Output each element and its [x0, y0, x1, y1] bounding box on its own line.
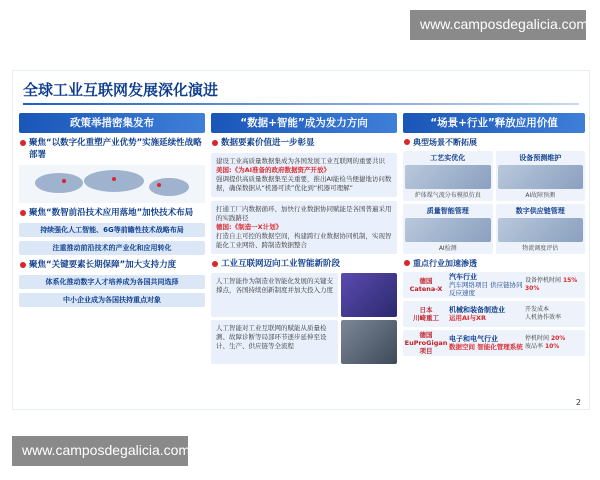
- tile-title: 设备预测维护: [519, 154, 562, 162]
- info-box: 人工智能对工业互联网的赋能从质量检测、故障诊断等局部环节逐步延伸至设计、生产、供应链等全流程: [211, 320, 338, 364]
- scenario-tile: [496, 204, 586, 254]
- info-box: [211, 201, 397, 254]
- bullet-title: 数据要素价值进一步彰显: [211, 137, 397, 149]
- highlight-bar: 体系化推动数字人才培养成为各国共同选择: [19, 275, 205, 289]
- tile-caption: 炉体煤气流分布模拟仿真: [414, 192, 481, 199]
- industry-case: [403, 330, 585, 356]
- watermark-bottom: www.camposdegalicia.com: [12, 436, 188, 466]
- tile-image: [405, 165, 491, 189]
- highlight-bar: 中小企业成为各国扶持重点对象: [19, 293, 205, 307]
- case-body: 电子和电气行业 数据空间 智能化管理系统: [449, 335, 523, 351]
- column-scenario-industry: [403, 113, 585, 397]
- tile-caption: AI检测: [438, 245, 457, 252]
- slide: [12, 70, 590, 410]
- box-text: 建设工业高质量数据集成为各国发展工业互联网的重要共识: [216, 157, 385, 165]
- world-map-image: [19, 165, 205, 203]
- robot-image: [341, 273, 397, 317]
- watermark-top: www.camposdegalicia.com: [410, 10, 586, 40]
- bullet-title: 聚焦“关键要素长期保障”加大支持力度: [19, 259, 205, 271]
- column-header: 政策举措密集发布: [19, 113, 205, 133]
- tile-image: [498, 165, 584, 189]
- industry-case: [403, 301, 585, 327]
- case-body: 汽车行业 汽车网络项目 供应链协同反应速度: [449, 273, 523, 297]
- tile-title: 质量智能管理: [426, 207, 469, 215]
- case-metrics: 开发成本 人机协作效率: [525, 306, 562, 321]
- column-policy: [19, 113, 205, 397]
- bullet-title: 重点行业加速渗透: [403, 258, 585, 269]
- box-text: 打通工厂内数据循环、加快行业数据协同赋能是各国普遍采用的实践路径: [216, 205, 392, 222]
- column-header: “数据+智能”成为发力方向: [211, 113, 397, 133]
- highlight-bar: 持续强化人工智能、6G等前瞻性技术战略布局: [19, 223, 205, 237]
- tile-image: [498, 218, 584, 242]
- factory-image: [341, 320, 397, 364]
- case-body: 机械和装备制造业 运用AI与XR: [449, 306, 505, 322]
- bullet-title: 聚焦“以数字化重塑产业优势”实施延续性战略部署: [19, 137, 205, 161]
- scenario-tile: [403, 151, 493, 201]
- case-country: 德国 EuProGigan项目: [404, 331, 448, 355]
- tile-image: [405, 218, 491, 242]
- bullet-title: 典型场景不断拓展: [403, 137, 585, 148]
- tile-caption: AI故障预测: [525, 192, 556, 199]
- bullet-title: 聚焦“数智前沿技术应用落地”加快技术布局: [19, 207, 205, 219]
- tile-title: 数字供应链管理: [515, 207, 565, 215]
- box-highlight: 德国:《制造一X计划》: [216, 223, 283, 231]
- tile-caption: 物流调度评估: [522, 245, 559, 252]
- title-divider: [23, 103, 579, 105]
- bullet-title: 工业互联网迈向工业智能新阶段: [211, 258, 397, 270]
- page-number: 2: [575, 398, 581, 407]
- case-metrics: 停机时间 20% 废品率 10%: [525, 335, 566, 350]
- case-metrics: 设备停机时间 15% 30%: [525, 277, 578, 292]
- box-text: 强调提供高质量数据集至关重要，推出AI能检当便捷地访问数据，确保数据从“机器可读”优化到“机器可理解”: [216, 175, 392, 192]
- info-box: [211, 153, 397, 197]
- scenario-grid: [403, 151, 585, 254]
- info-box: 人工智能作为制造业智能化发展的关键支撑点，各国持续创新制度并加大投入力度: [211, 273, 338, 317]
- case-country: 日本 川崎重工: [413, 306, 439, 322]
- scenario-tile: [403, 204, 493, 254]
- industry-case: [403, 272, 585, 298]
- box-text: 打造自主可控的数据空间，构建跨行业数据协同机制，实现智能化工业网络、跨制造数据整合: [216, 232, 392, 249]
- column-data-intelligence: [211, 113, 397, 397]
- column-header: “场景+行业”释放应用价值: [403, 113, 585, 133]
- box-highlight: 美国:《为AI准备的政府数据资产开放》: [216, 166, 331, 174]
- case-country: 德国 Catena-X: [409, 277, 443, 293]
- slide-title: 全球工业互联网发展深化演进: [23, 81, 219, 99]
- highlight-bar: 注重推动前沿技术的产业化和应用转化: [19, 241, 205, 255]
- tile-title: 工艺实优化: [430, 154, 466, 162]
- scenario-tile: [496, 151, 586, 201]
